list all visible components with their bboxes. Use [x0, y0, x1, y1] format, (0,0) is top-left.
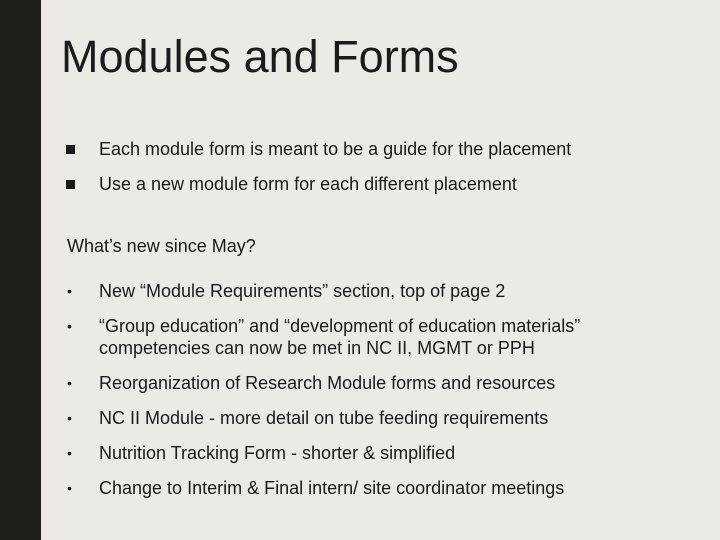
list-item	[67, 477, 687, 499]
list-item	[66, 173, 571, 195]
list-item-text: Each module form is meant to be a guide for the placement	[99, 139, 572, 159]
dot-bullet-icon: •	[67, 318, 72, 334]
list-item	[67, 280, 687, 302]
list-item-text: “Group education” and “development of education materials” competencies can now be met in NC II, MGMT or PPH	[99, 316, 581, 358]
left-accent-bar	[0, 0, 41, 540]
list-item-text: New “Module Requirements” section, top of page 2	[99, 281, 506, 301]
dot-bullet-icon: •	[67, 283, 72, 299]
sub-bullet-list	[67, 280, 687, 512]
list-item-text: Change to Interim & Final intern/ site coordinator meetings	[99, 478, 565, 498]
square-bullet-icon	[66, 180, 75, 189]
list-item	[67, 315, 687, 359]
dot-bullet-icon: •	[67, 445, 72, 461]
subheading: What’s new since May?	[67, 236, 256, 256]
list-item	[67, 372, 687, 394]
list-item-text: Nutrition Tracking Form - shorter & simplified	[99, 443, 456, 463]
list-item	[66, 138, 571, 160]
list-item-text: Use a new module form for each different placement	[99, 174, 517, 194]
list-item-text: Reorganization of Research Module forms and resources	[99, 373, 556, 393]
top-bullet-list	[66, 138, 571, 208]
dot-bullet-icon: •	[67, 375, 72, 391]
list-item	[67, 442, 687, 464]
slide-title: Modules and Forms	[61, 31, 459, 82]
dot-bullet-icon: •	[67, 410, 72, 426]
dot-bullet-icon: •	[67, 480, 72, 496]
list-item	[67, 407, 687, 429]
square-bullet-icon	[66, 145, 75, 154]
list-item-text: NC II Module - more detail on tube feeding requirements	[99, 408, 549, 428]
